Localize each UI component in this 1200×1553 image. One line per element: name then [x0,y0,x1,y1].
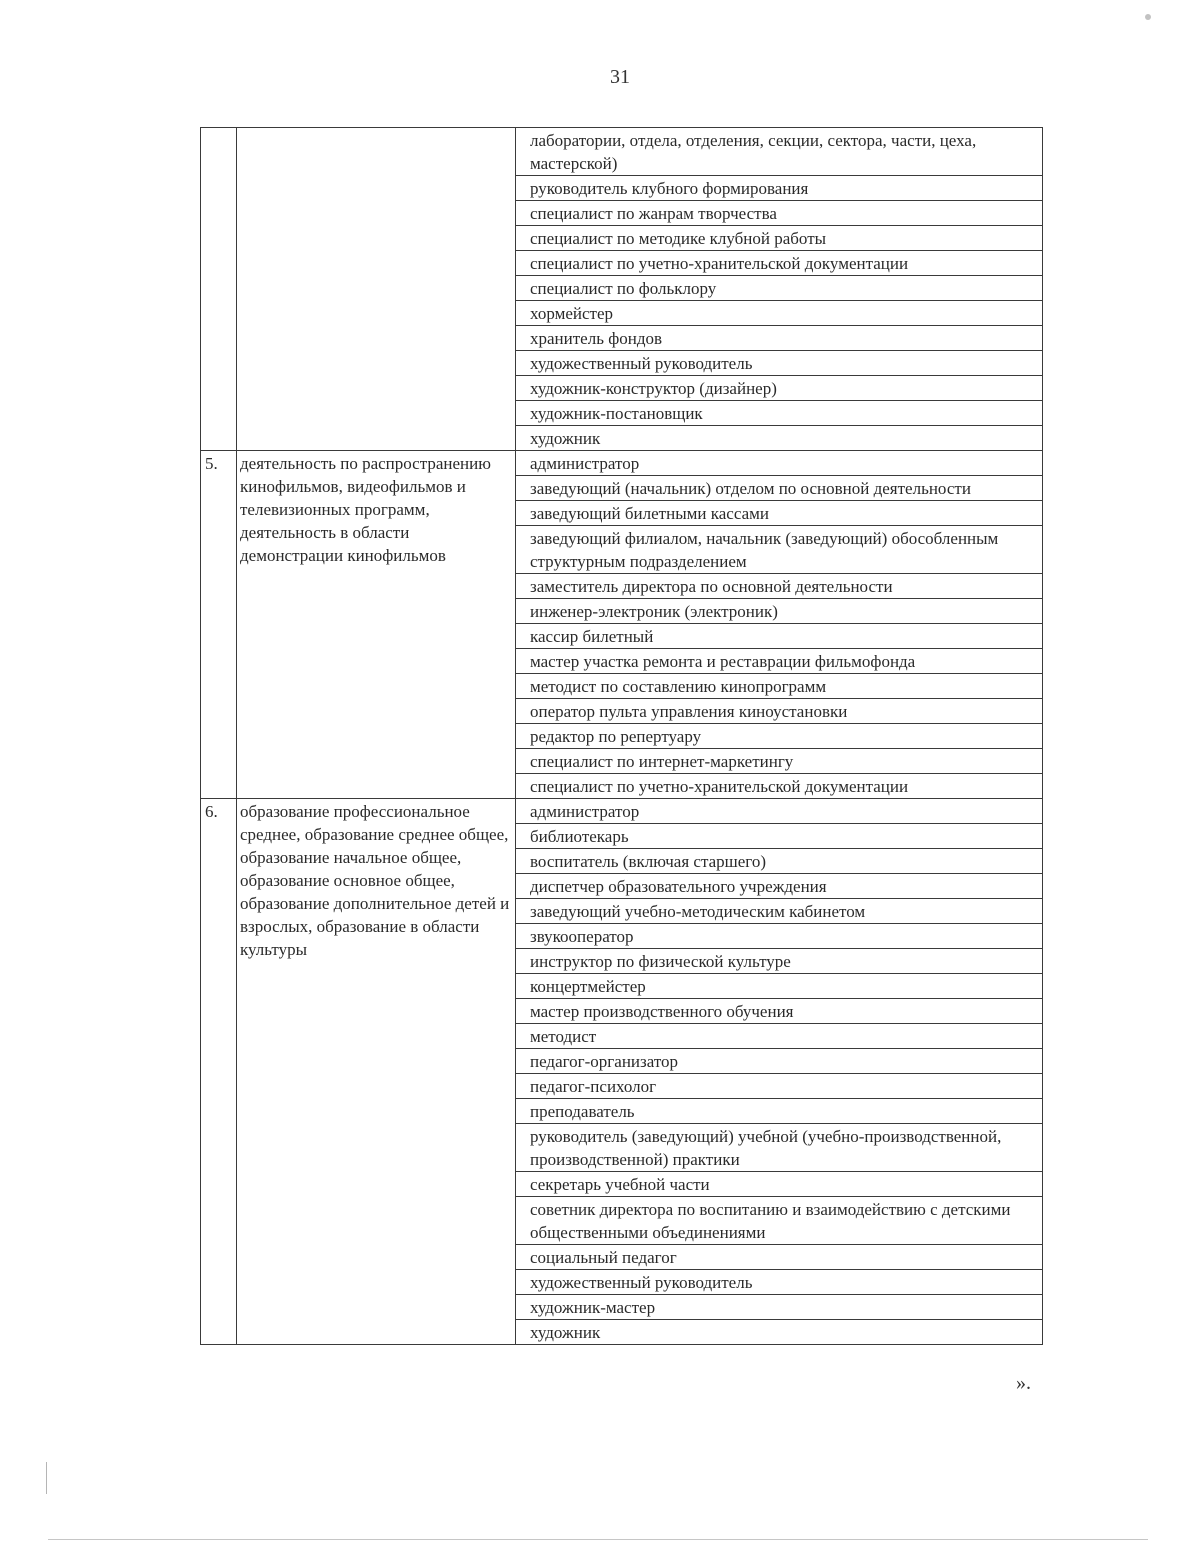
closing-quote-mark: ». [1016,1372,1031,1394]
position-item: диспетчер образовательного учреждения [516,874,1042,899]
section-number [201,128,237,451]
table-row [201,451,1043,799]
position-item: специалист по фольклору [516,276,1042,301]
position-item: концертмейстер [516,974,1042,999]
position-item: педагог-организатор [516,1049,1042,1074]
position-item: кассир билетный [516,624,1042,649]
scan-artifact [1145,14,1151,20]
position-item: руководитель клубного формирования [516,176,1042,201]
position-item: хормейстер [516,301,1042,326]
activity-area: образование профессиональное среднее, образование среднее общее, образование начальное общее, образование основное общее, образование дополнительное детей и взрослых, образование в области культуры [237,799,516,1345]
position-item: мастер участка ремонта и реставрации фильмофонда [516,649,1042,674]
position-item: методист по составлению кинопрограмм [516,674,1042,699]
bottom-line [48,1539,1148,1540]
section-number: 5. [201,451,237,799]
position-item: педагог-психолог [516,1074,1042,1099]
position-item: художник-постановщик [516,401,1042,426]
position-item: хранитель фондов [516,326,1042,351]
position-item: мастер производственного обучения [516,999,1042,1024]
position-item: специалист по методике клубной работы [516,226,1042,251]
positions-cell [516,799,1043,1345]
position-item: художественный руководитель [516,1270,1042,1295]
positions-list [516,128,1042,450]
positions-list [516,451,1042,798]
position-item: заведующий филиалом, начальник (заведующий) обособленным структурным подразделением [516,526,1042,574]
page-number: 31 [610,66,630,88]
position-item: социальный педагог [516,1245,1042,1270]
positions-cell [516,128,1043,451]
position-item: специалист по учетно-хранительской документации [530,777,909,796]
table-row [201,799,1043,1345]
position-item: библиотекарь [516,824,1042,849]
activity-area: деятельность по распространению кинофильмов, видеофильмов и телевизионных программ, деятельность в области демонстрации кинофильмов [237,451,516,799]
position-item: художник-мастер [516,1295,1042,1320]
table-row [201,128,1043,451]
position-item: художник [530,1323,601,1342]
position-item: инструктор по физической культуре [516,949,1042,974]
position-item: преподаватель [516,1099,1042,1124]
position-item: заведующий билетными кассами [516,501,1042,526]
position-item: инженер-электроник (электроник) [516,599,1042,624]
position-item: специалист по жанрам творчества [516,201,1042,226]
position-item: заместитель директора по основной деятельности [516,574,1042,599]
positions-cell [516,451,1043,799]
position-item: заведующий (начальник) отделом по основной деятельности [516,476,1042,501]
position-item: администратор [516,451,1042,476]
activity-area [237,128,516,451]
position-item: администратор [516,799,1042,824]
position-item: редактор по репертуару [516,724,1042,749]
position-item: методист [516,1024,1042,1049]
positions-table [200,127,1043,1345]
position-item: художественный руководитель [516,351,1042,376]
positions-list [516,799,1042,1344]
margin-line [46,1462,47,1494]
position-item: звукооператор [516,924,1042,949]
position-item: советник директора по воспитанию и взаимодействию с детскими общественными объединениями [516,1197,1042,1245]
position-item: специалист по учетно-хранительской документации [516,251,1042,276]
section-number: 6. [201,799,237,1345]
position-item: секретарь учебной части [516,1172,1042,1197]
position-item: руководитель (заведующий) учебной (учебно-производственной, производственной) практики [516,1124,1042,1172]
position-item: лаборатории, отдела, отделения, секции, сектора, части, цеха, мастерской) [516,128,1042,176]
position-item: заведующий учебно-методическим кабинетом [516,899,1042,924]
position-item: художник-конструктор (дизайнер) [516,376,1042,401]
position-item: воспитатель (включая старшего) [516,849,1042,874]
position-item: оператор пульта управления киноустановки [516,699,1042,724]
position-item: специалист по интернет-маркетингу [516,749,1042,774]
position-item: художник [530,429,601,448]
